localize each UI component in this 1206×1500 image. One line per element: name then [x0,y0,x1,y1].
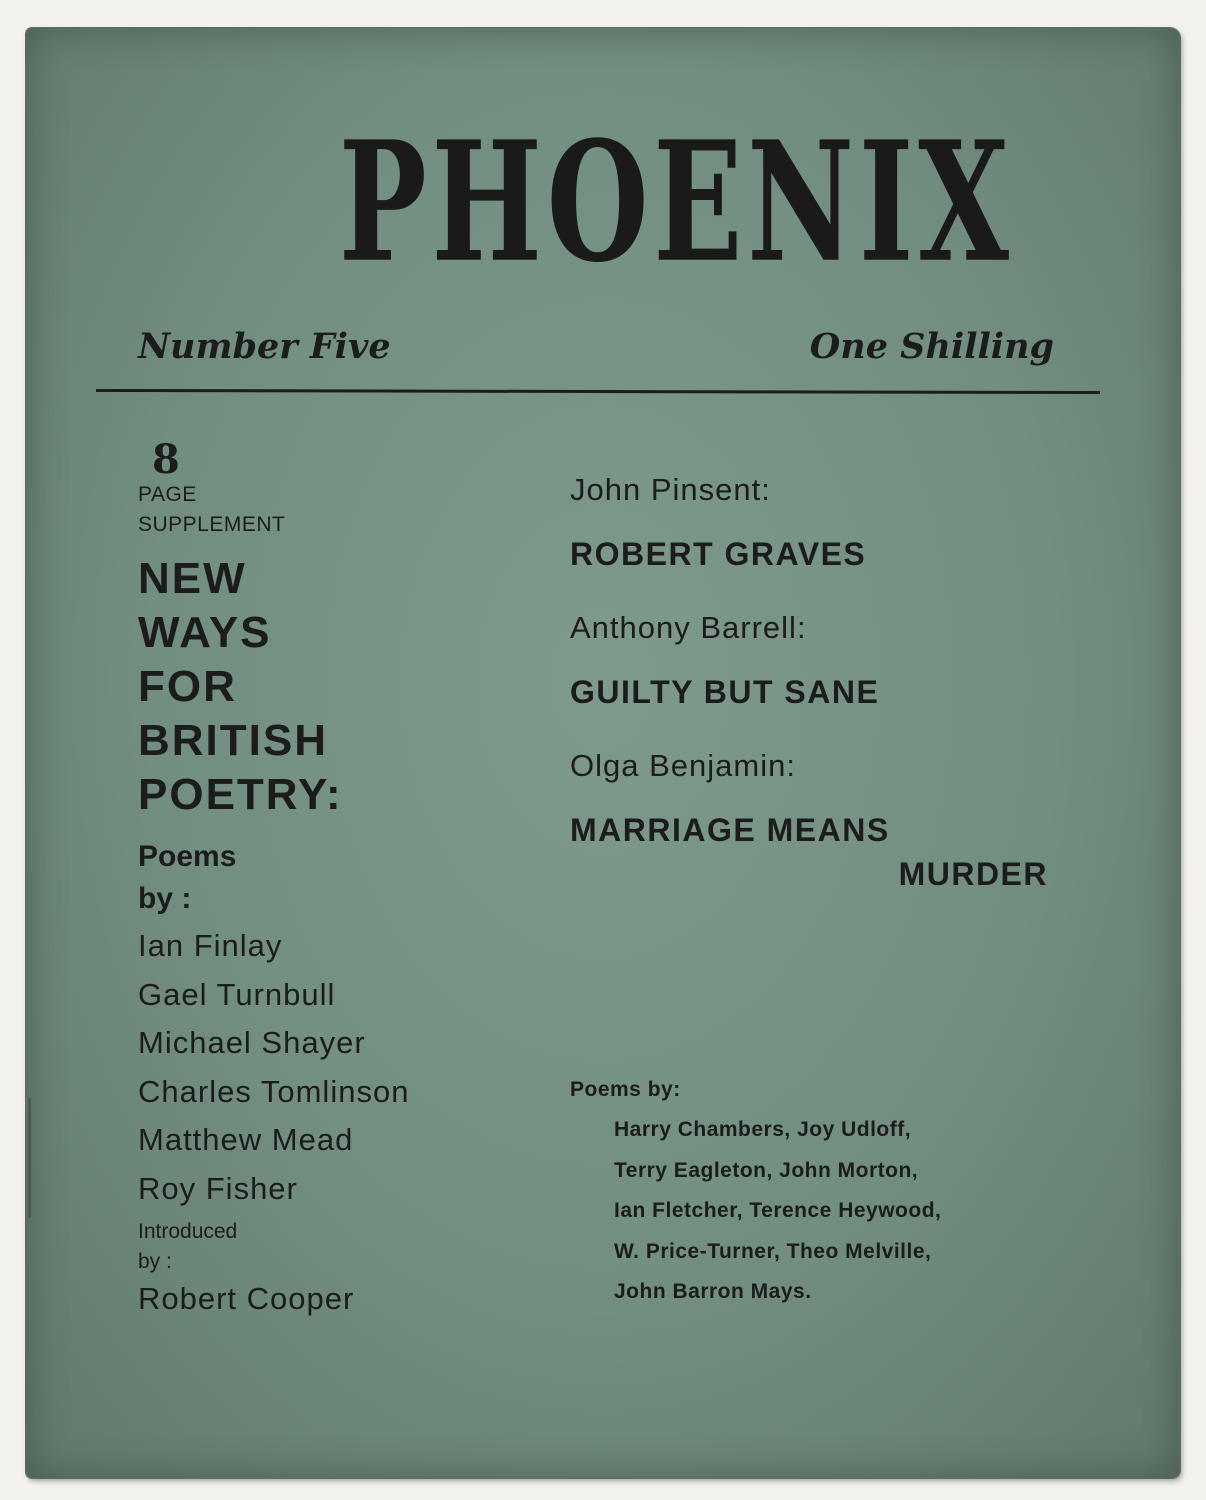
article-title [570,532,1090,576]
supplement-column [138,436,498,1321]
contributors-line: Ian Fletcher, Terence Heywood, [614,1199,942,1222]
supplement-page-count: 8 [152,436,180,483]
article-title-line: MARRIAGE MEANS [570,812,890,848]
articles-column [570,470,1090,928]
supplement-poet-list [138,922,498,1213]
supplement-title-line: BRITISH [138,716,328,765]
poems-contributors-label: Poems by: [570,1078,681,1101]
introduced-by-label [138,1217,258,1277]
introduced-by-label-line: Introduced [138,1220,238,1243]
supplement-label-line: SUPPLEMENT [138,513,286,536]
article-title [570,808,1090,896]
poet-name: Ian Finlay [138,928,283,963]
supplement-title-line: POETRY: [138,770,343,819]
poems-contributors [570,1074,1090,1313]
poet-name: Gael Turnbull [138,976,336,1012]
introducer-name: Robert Cooper [138,1281,355,1316]
article-entry [570,746,1090,896]
contributors-line: Terry Eagleton, John Morton, [614,1158,919,1182]
poet-name: Charles Tomlinson [138,1073,410,1109]
article-entry [570,608,1090,714]
issue-number: Number Five [138,326,391,367]
article-title-line: MURDER [898,856,1048,892]
poems-by-label-line: by : [138,882,192,915]
poet-name: Michael Shayer [138,1025,366,1060]
masthead-divider [96,389,1100,394]
article-author: John Pinsent: [570,472,771,507]
contributors-line: John Barron Mays. [614,1280,812,1303]
article-title-line: GUILTY BUT SANE [570,674,880,710]
article-entry [570,470,1090,576]
poems-contributors-list [614,1110,1090,1313]
article-author: Anthony Barrell: [570,610,807,645]
poet-name: Roy Fisher [138,1170,298,1206]
article-author: Olga Benjamin: [570,748,796,783]
article-title-line: ROBERT GRAVES [570,536,867,572]
issue-price: One Shilling [809,326,1054,367]
staple-mark [28,1098,31,1218]
poems-by-label [138,836,258,920]
masthead-title: PHOENIX [338,105,1014,300]
supplement-title [138,552,498,822]
supplement-title-line: NEW [138,554,247,603]
poet-name: Matthew Mead [138,1122,354,1157]
article-title [570,670,1090,714]
contributors-line: W. Price-Turner, Theo Melville, [614,1239,932,1263]
supplement-title-line: WAYS [138,608,272,657]
magazine-cover [26,28,1180,1478]
supplement-title-line: FOR [138,662,237,711]
poems-by-label-line: Poems [138,840,237,873]
contributors-line: Harry Chambers, Joy Udloff, [614,1118,912,1141]
introduced-by-label-line: by : [138,1250,172,1273]
supplement-label-line: PAGE [138,483,197,506]
